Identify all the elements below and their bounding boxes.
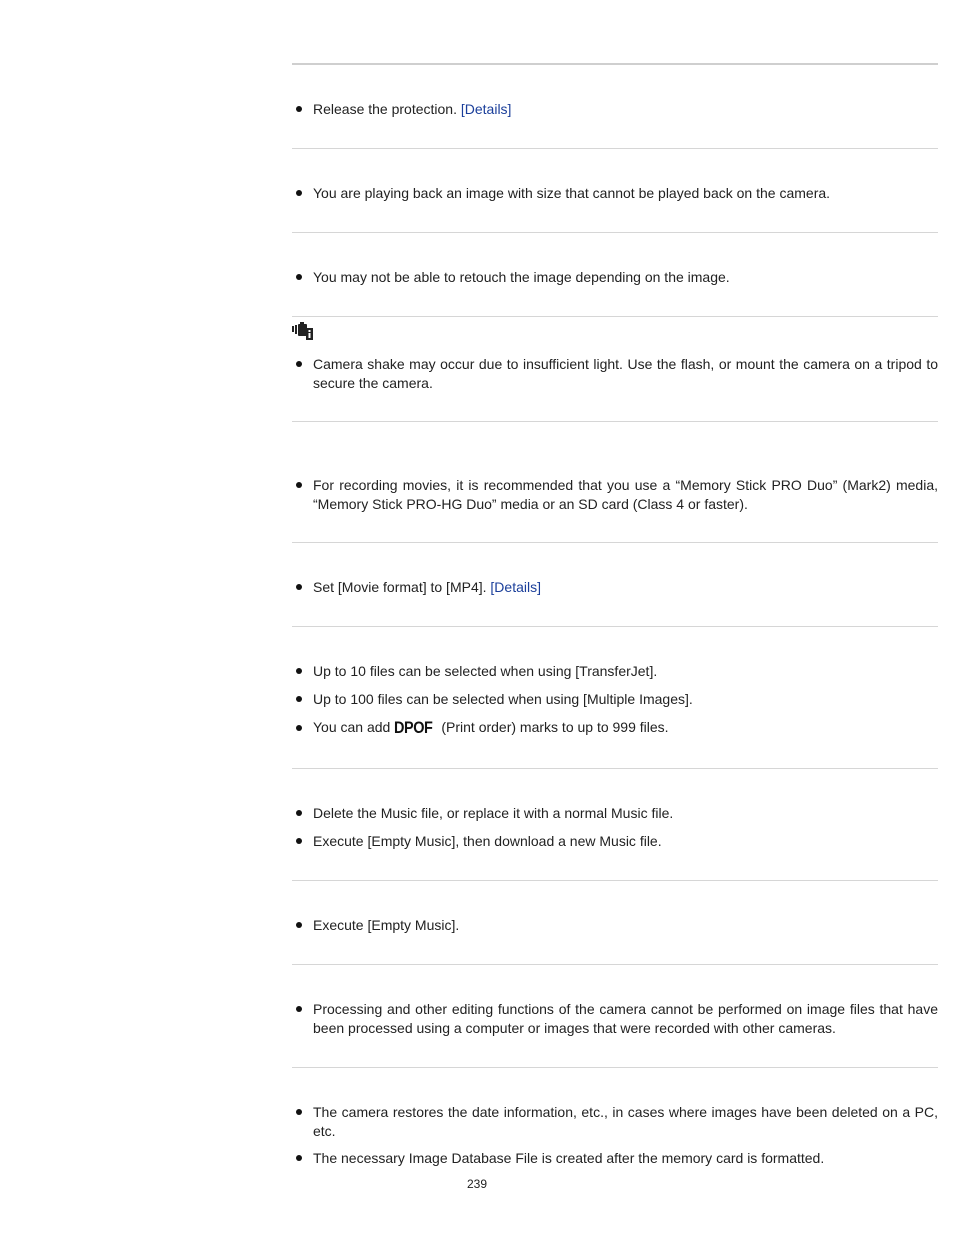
list-item xyxy=(292,100,938,119)
list-item xyxy=(292,1149,938,1168)
item-text: Release the protection. xyxy=(313,101,461,117)
details-link[interactable]: [Details] xyxy=(490,579,541,595)
section-divider xyxy=(292,880,938,881)
list-item xyxy=(292,1000,938,1037)
page-number: 239 xyxy=(466,1177,488,1191)
bullet-icon xyxy=(296,696,302,702)
list-item xyxy=(292,268,938,287)
item-text: You may not be able to retouch the image depending on the image. xyxy=(313,269,730,285)
list-item xyxy=(292,662,938,681)
bullet-icon xyxy=(296,1155,302,1161)
item-text: For recording movies, it is recommended that you use a “Memory Stick PRO Duo” (Mark2) media, “Memory Stick PRO-HG Duo” media or an SD card (Class 4 or faster). xyxy=(313,477,938,512)
item-text: Execute [Empty Music], then download a new Music file. xyxy=(313,833,662,849)
list-item xyxy=(292,804,938,823)
bullet-icon xyxy=(296,361,302,367)
list-item xyxy=(292,916,938,935)
section-divider xyxy=(292,964,938,965)
bullet-icon xyxy=(296,190,302,196)
list-item xyxy=(292,578,938,597)
list-item xyxy=(292,184,938,203)
item-text: You can add xyxy=(313,719,395,735)
item-text: Execute [Empty Music]. xyxy=(313,917,460,933)
item-text: The necessary Image Database File is created after the memory card is formatted. xyxy=(313,1150,825,1166)
bullet-icon xyxy=(296,274,302,280)
bullet-icon xyxy=(296,668,302,674)
bullet-icon xyxy=(296,106,302,112)
bullet-icon xyxy=(296,922,302,928)
bullet-icon xyxy=(296,584,302,590)
bullet-icon xyxy=(296,810,302,816)
item-text: Up to 100 files can be selected when using [Multiple Images]. xyxy=(313,691,693,707)
bullet-icon xyxy=(296,838,302,844)
details-link[interactable]: [Details] xyxy=(460,101,512,117)
bullet-icon xyxy=(296,725,302,731)
dpof-icon: DPOF xyxy=(394,718,433,737)
top-divider xyxy=(292,63,938,65)
item-text: Delete the Music file, or replace it with a normal Music file. xyxy=(313,805,674,821)
section-divider xyxy=(292,421,938,422)
item-text: Up to 10 files can be selected when using [TransferJet]. xyxy=(313,663,658,679)
item-text: You are playing back an image with size that cannot be played back on the camera. xyxy=(313,185,831,201)
section-divider xyxy=(292,542,938,543)
list-item xyxy=(292,832,938,851)
item-text: (Print order) marks to up to 999 files. xyxy=(437,719,669,735)
section-divider xyxy=(292,768,938,769)
item-text: Camera shake may occur due to insufficient light. Use the flash, or mount the camera on a tripod to secure the camera. xyxy=(313,356,938,391)
list-item xyxy=(292,476,938,513)
section-divider xyxy=(292,232,938,233)
item-text: Processing and other editing functions of the camera cannot be performed on image files that have been processed using a computer or images that were recorded with other cameras. xyxy=(313,1001,938,1036)
list-item xyxy=(292,355,938,392)
section-divider xyxy=(292,626,938,627)
list-item xyxy=(292,1103,938,1140)
bullet-icon xyxy=(296,482,302,488)
bullet-icon xyxy=(296,1109,302,1115)
list-item xyxy=(292,718,938,738)
item-text: Set [Movie format] to [MP4]. xyxy=(313,579,491,595)
section-divider xyxy=(292,148,938,149)
section-divider xyxy=(292,316,938,317)
bullet-icon xyxy=(296,1006,302,1012)
section-divider xyxy=(292,1067,938,1068)
item-text: The camera restores the date information, etc., in cases where images have been deleted on a PC, etc. xyxy=(313,1104,938,1139)
camera-shake-warning-icon xyxy=(292,322,314,340)
list-item xyxy=(292,690,938,709)
